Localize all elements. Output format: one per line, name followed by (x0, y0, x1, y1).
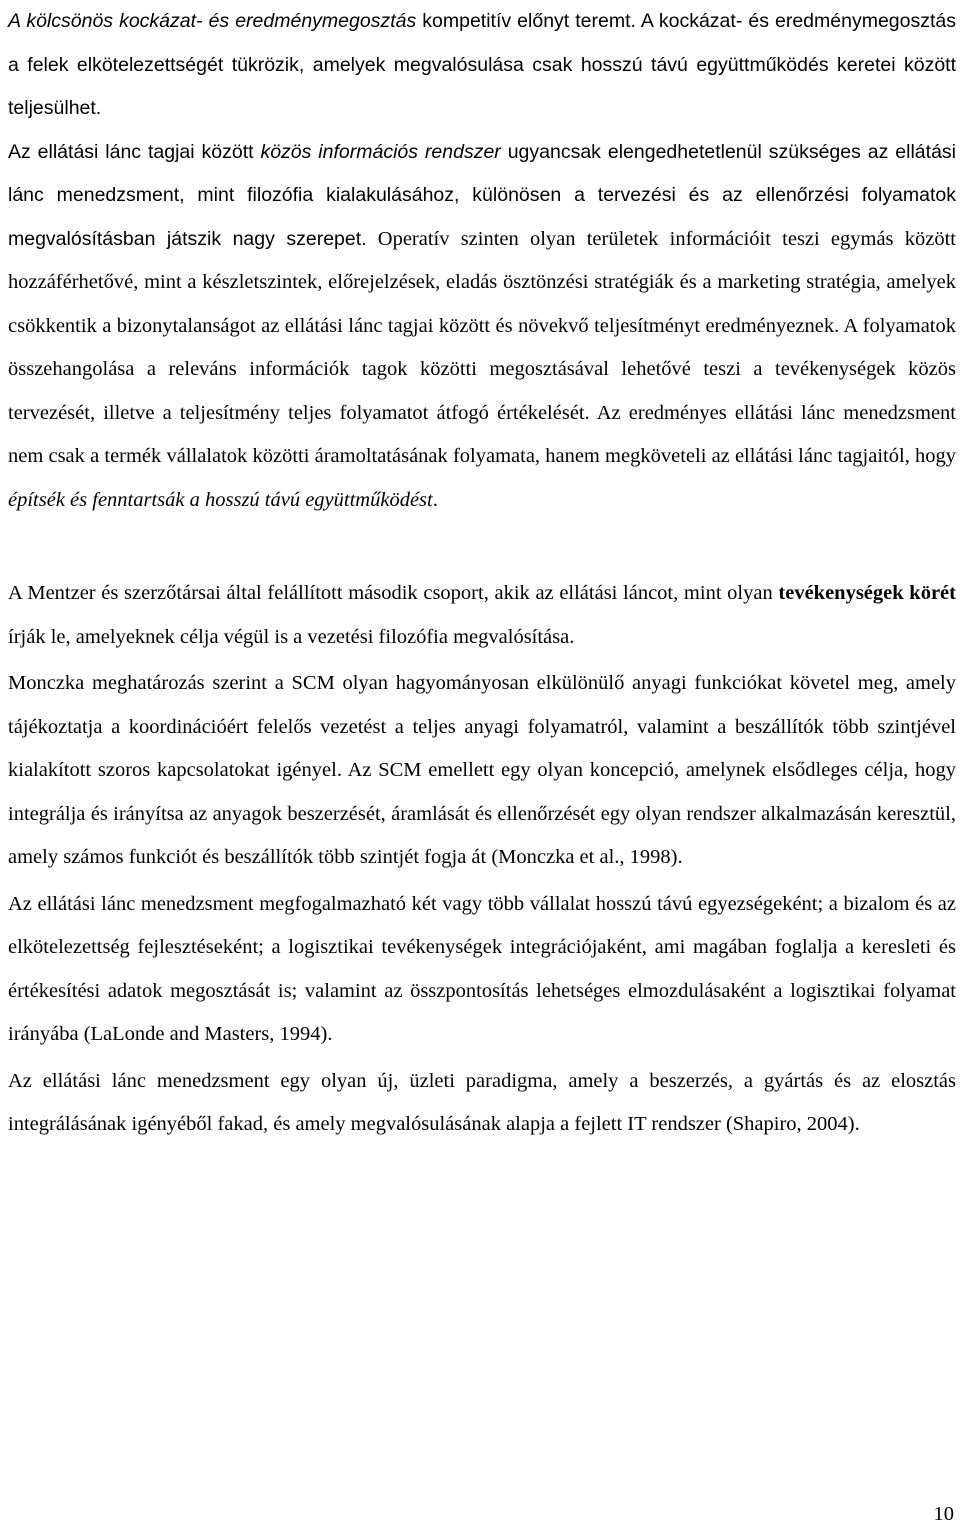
page-number: 10 (933, 1503, 954, 1525)
paragraph-shapiro: Az ellátási lánc menedzsment egy olyan új, üzleti paradigma, amely a beszerzés, a gyártás és az elosztás integrálásának igényéből fakad, és amely megvalósulásának alapja a fejlett IT rendszer (Shapiro, 2004). (8, 1069, 956, 1135)
paragraph-monczka: Monczka meghatározás szerint a SCM olyan hagyományosan elkülönülő anyagi funkciókat követel meg, amely tájékoztatja a koordinációért felelős vezetést a teljes anyagi folyamatról, valamint a beszállítók több szintjével kialakított szoros kapcsolatokat igényel. Az SCM emellett egy olyan koncepció, amelynek elsődleges célja, hogy integrálja és irányítsa az anyagok beszerzését, áramlását és ellenőrzését egy olyan rendszer alkalmazásán keresztül, amely számos funkciót és beszállítók több szintjét fogja át (Monczka et al., 1998). (8, 672, 956, 868)
paragraph-gap (8, 547, 956, 572)
paragraph-information-system (8, 131, 956, 523)
emphasis-long-term-cooperation: építsék és fenntartsák a hosszú távú együttműködést (8, 488, 433, 511)
paragraph-gap (8, 522, 956, 547)
paragraph-mentzer-group (8, 572, 956, 659)
text-risk-sharing: kompetitív előnyt teremt. A kockázat- és eredménymegosztás a felek elkötelezettségét tükrözik, amelyek megvalósulása csak hosszú távú együttműködés keretei között teljesülhet. (8, 10, 956, 119)
text-period: . (432, 488, 438, 511)
emphasis-information-system: közös információs rendszer (260, 140, 501, 163)
text-information-system-intro: Az ellátási lánc tagjai között (8, 140, 261, 163)
paragraph-lalonde: Az ellátási lánc menedzsment megfogalmazható két vagy több vállalat hosszú távú egyezségeként; a bizalom és az elkötelezettség fejlesztéseként; a logisztikai tevékenységek integrációjaként, ami magában foglalja a keresleti és értékesítési adatok megosztását is; valamint az összpontosítás lehetséges elmozdulásaként a logisztikai folyamat irányába (LaLonde and Masters, 1994). (8, 892, 956, 1045)
text-mentzer-intro: A Mentzer és szerzőtársai által felállított második csoport, akik az ellátási láncot, mint olyan (8, 582, 779, 604)
text-operational-level: Operatív szinten olyan területek információit teszi egymás között hozzáférhetővé, mint a készletszintek, előrejelzések, eladás ösztönzési stratégiák és a marketing stratégia, amelyek csökkentik a bizonytalanságot az ellátási lánc tagjai között és növekvő teljesítményt eredményeznek. A folyamatok összehangolása a releváns információk tagok közötti megosztásával lehetővé teszi a tevékenységek közös tervezését, illetve a teljesítmény teljes folyamatot átfogó értékelését. Az eredményes ellátási lánc menedzsment nem csak a termék vállalatok közötti áramoltatásának folyamata, hanem megköveteli az ellátási lánc tagjaitól, hogy (8, 227, 956, 467)
text-information-system-body: ugyancsak elengedhetetlenül szükséges az ellátási lánc menedzsment, mint filozófia kialakulásához, különösen a tervezési és az ellenőrzési folyamatok megvalósításban játszik nagy szerepet. (8, 140, 956, 250)
emphasis-risk-sharing: A kölcsönös kockázat- és eredménymegosztás (8, 10, 417, 32)
document-page (8, 0, 956, 1147)
bold-activities: tevékenységek körét (778, 582, 956, 604)
paragraph-risk-sharing (8, 0, 956, 131)
text-mentzer-end: írják le, amelyeknek célja végül is a vezetési filozófia megvalósítása. (8, 625, 575, 648)
